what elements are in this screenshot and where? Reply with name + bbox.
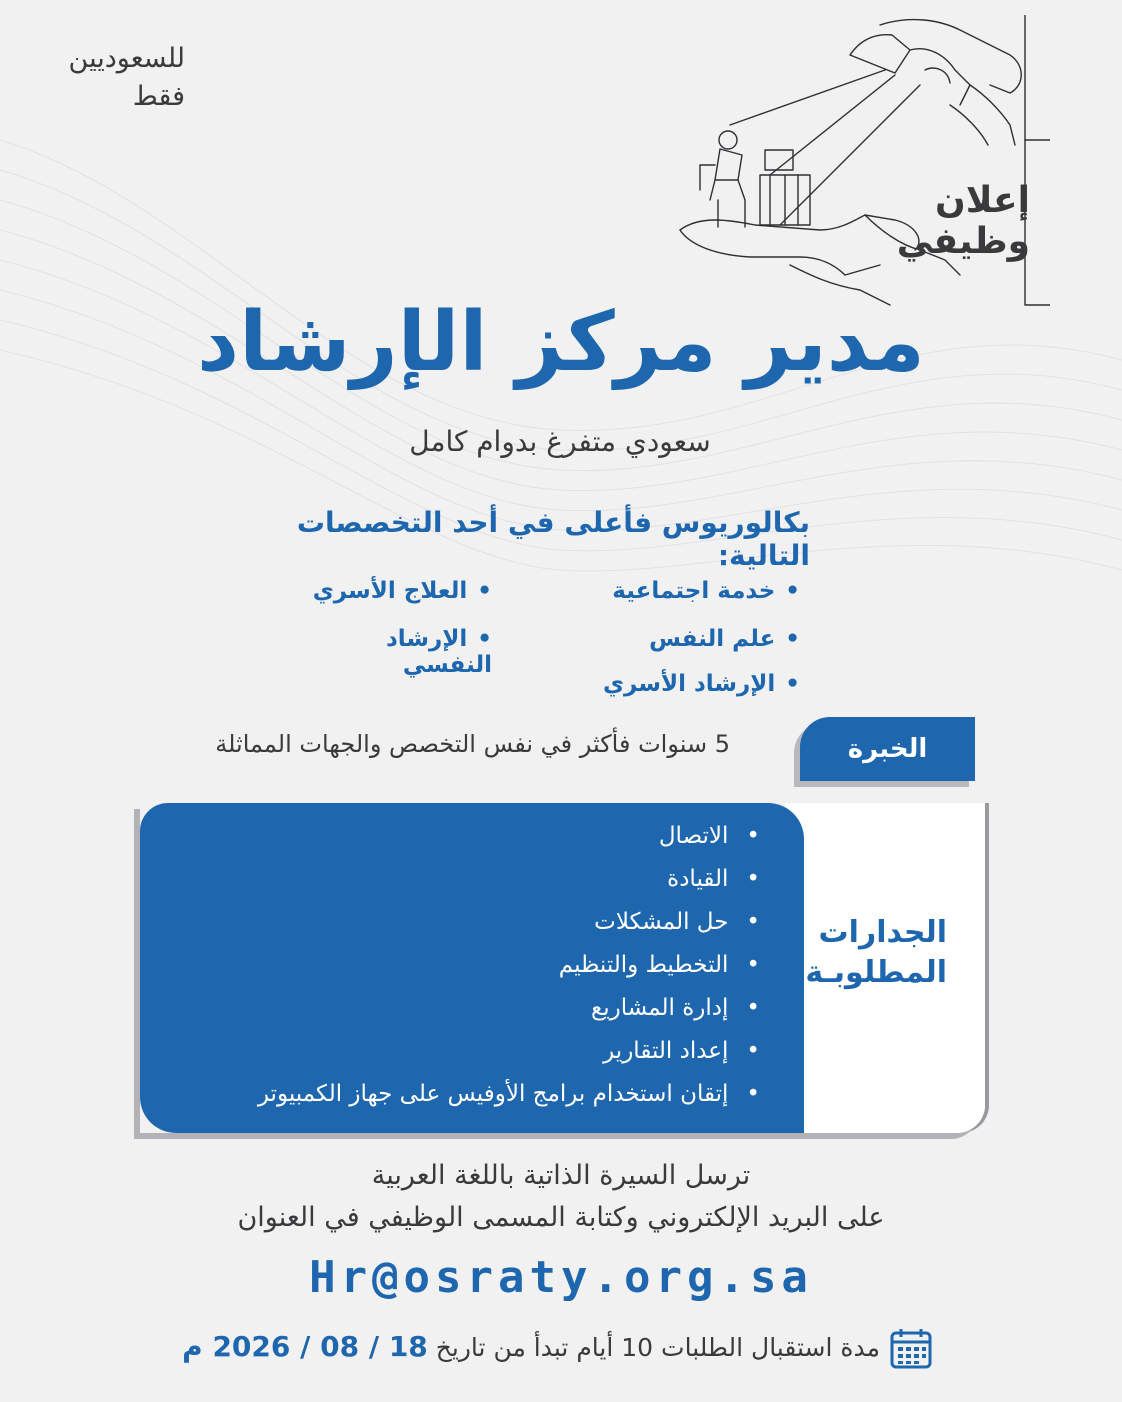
saudi-only-line2: فقط bbox=[132, 81, 185, 112]
specialization-item: • العلاج الأسري bbox=[300, 578, 492, 604]
degree-heading: بكالوريوس فأعلى في أحد التخصصات التالية: bbox=[296, 506, 810, 572]
deadline-date: 18 / 08 / 2026 م bbox=[182, 1330, 428, 1363]
experience-requirement: 5 سنوات فأكثر في نفس التخصص والجهات المماثلة bbox=[215, 730, 730, 758]
skill-item: • الاتصال bbox=[160, 815, 760, 858]
skill-item: • حل المشكلات bbox=[160, 901, 760, 944]
job-title: مدير مركز الإرشاد bbox=[197, 295, 925, 390]
application-email-link[interactable]: Hr@osraty.org.sa bbox=[309, 1252, 813, 1303]
skill-item: • إعداد التقارير bbox=[160, 1030, 760, 1073]
experience-label: الخبرة bbox=[800, 717, 975, 781]
skills-label bbox=[807, 913, 947, 993]
skills-list bbox=[160, 815, 760, 1116]
employment-type: سعودي متفرغ بدوام كامل bbox=[409, 425, 711, 458]
calendar-icon bbox=[888, 1326, 934, 1372]
saudi-only-line1: للسعوديين bbox=[68, 43, 185, 74]
saudi-only-badge bbox=[40, 40, 185, 116]
skills-label-panel bbox=[785, 803, 985, 1133]
specialization-item: • الإرشاد الأسري bbox=[560, 671, 800, 697]
skill-item: • إدارة المشاريع bbox=[160, 987, 760, 1030]
hand-robot-office-illustration bbox=[670, 15, 1050, 310]
skills-panel bbox=[140, 803, 985, 1133]
job-announcement-label: إعلان وظيفي bbox=[896, 180, 1030, 262]
specialization-item: • الإرشاد النفسي bbox=[300, 626, 492, 678]
skill-item: • القيادة bbox=[160, 858, 760, 901]
skill-item: • إتقان استخدام برامج الأوفيس على جهاز الكمبيوتر bbox=[160, 1073, 760, 1116]
application-instruction-line1: ترسل السيرة الذاتية باللغة العربية bbox=[371, 1160, 751, 1191]
specialization-item: • خدمة اجتماعية bbox=[560, 578, 800, 604]
deadline-text: مدة استقبال الطلبات 10 أيام تبدأ من تاريخ bbox=[435, 1333, 880, 1362]
specialization-item: • علم النفس bbox=[560, 626, 800, 652]
application-instruction-line2: على البريد الإلكتروني وكتابة المسمى الوظيفي في العنوان bbox=[237, 1202, 885, 1233]
skills-label-line2: المطلوبـة bbox=[805, 955, 947, 990]
application-deadline bbox=[180, 1330, 880, 1363]
skills-label-line1: الجدارات bbox=[818, 915, 947, 950]
skill-item: • التخطيط والتنظيم bbox=[160, 944, 760, 987]
